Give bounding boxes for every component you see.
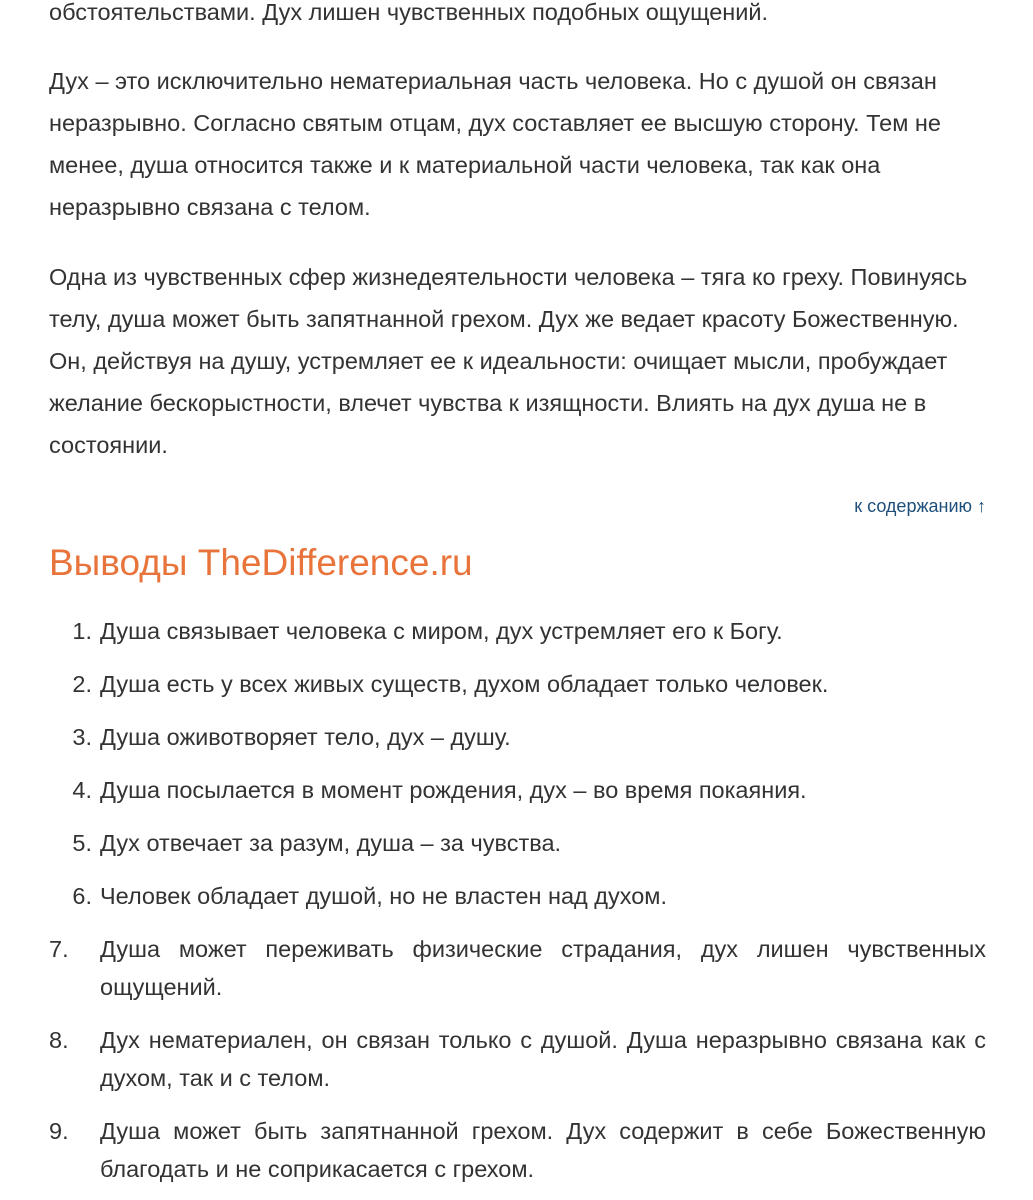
list-item-text: Дух отвечает за разум, душа – за чувства.	[100, 830, 562, 856]
list-item-number: 6.	[72, 883, 92, 909]
list-item-number: 4.	[72, 777, 92, 803]
paragraph-spirit-immaterial: Дух – это исключительно нематериальная часть человека. Но с душой он связан неразрывно. Согласно святым отцам, дух составляет ее высшую сторону. Тем не менее, душа относится также и к материальной части человека, так как она неразрывно связана с телом.	[49, 68, 941, 220]
list-item-text: Душа посылается в момент рождения, дух – во время покаяния.	[100, 777, 807, 803]
list-item	[49, 877, 986, 915]
paragraph-sin-sphere: Одна из чувственных сфер жизнедеятельности человека – тяга ко греху. Повинуясь телу, душа может быть запятнанной грехом. Дух же ведает красоту Божественную. Он, действуя на душу, устремляет ее к идеальности: очищает мысли, пробуждает желание бескорыстности, влечет чувства к изящности. Влиять на дух душа не в состоянии.	[49, 264, 968, 458]
list-item	[49, 930, 986, 1006]
list-item-number: 8.	[49, 1027, 69, 1053]
list-item	[49, 718, 986, 756]
list-item-text: Душа оживотворяет тело, дух – душу.	[100, 724, 511, 750]
list-item-number: 9.	[49, 1118, 69, 1144]
list-item	[49, 771, 986, 809]
list-item-text: Душа есть у всех живых существ, духом обладает только человек.	[100, 671, 829, 697]
list-item	[49, 1021, 986, 1097]
list-item-text: Дух нематериален, он связан только с душой. Душа неразрывно связана как с духом, так и с телом.	[100, 1027, 986, 1091]
list-item	[49, 1112, 986, 1188]
list-item-text: Душа может переживать физические страдания, дух лишен чувственных ощущений.	[100, 936, 986, 1000]
paragraph-fragment: обстоятельствами. Дух лишен чувственных подобных ощущений.	[49, 0, 769, 25]
section-title-conclusions: Выводы TheDifference.ru	[49, 542, 473, 583]
list-item	[49, 824, 986, 862]
list-item-text: Душа связывает человека с миром, дух устремляет его к Богу.	[100, 618, 783, 644]
list-item	[49, 612, 986, 650]
list-item-text: Душа может быть запятнанной грехом. Дух содержит в себе Божественную благодать и не соприкасается с грехом.	[100, 1118, 986, 1182]
list-item-number: 1.	[72, 618, 92, 644]
list-item	[49, 665, 986, 703]
list-item-number: 3.	[72, 724, 92, 750]
list-item-text: Человек обладает душой, но не властен над духом.	[100, 883, 667, 909]
list-item-number: 7.	[49, 936, 69, 962]
list-item-number: 5.	[72, 830, 92, 856]
back-to-contents-link[interactable]: к содержанию ↑	[854, 496, 986, 516]
list-item-number: 2.	[72, 671, 92, 697]
